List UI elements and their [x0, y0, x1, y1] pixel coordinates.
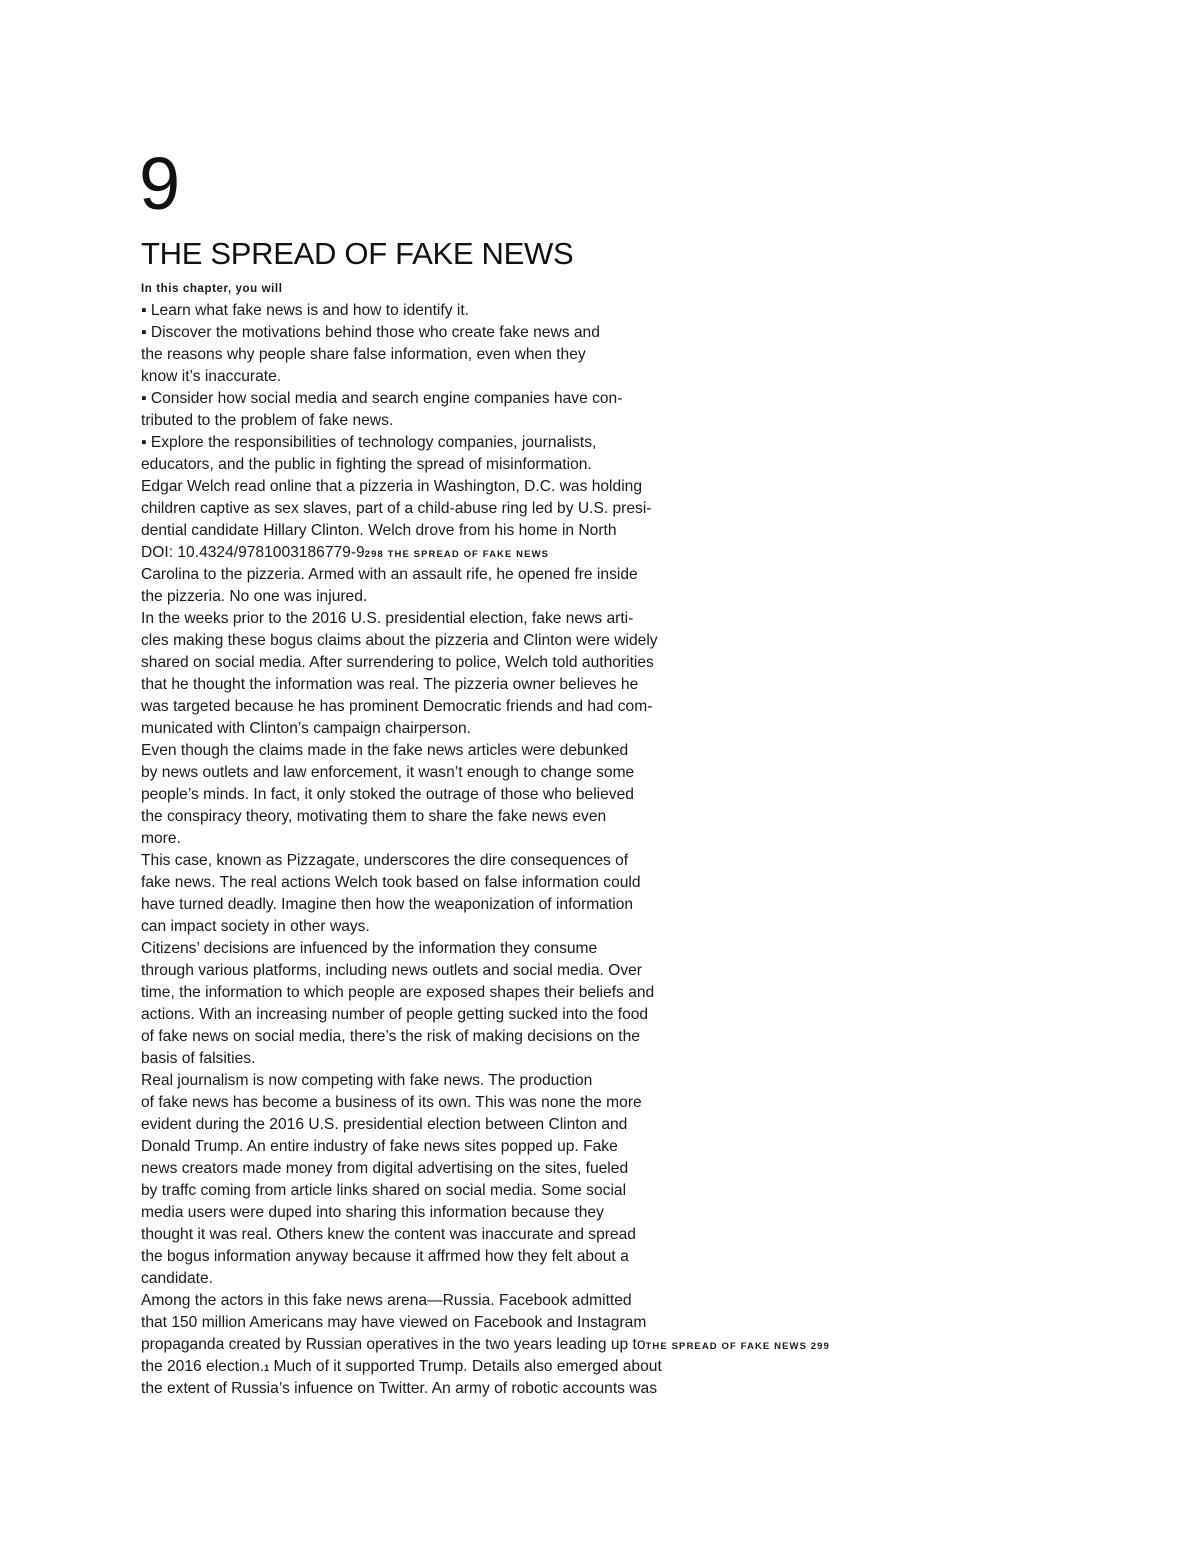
text-line: by traffc coming from article links shared on social media. Some social	[141, 1182, 627, 1199]
text-line: basis of falsities.	[141, 1050, 256, 1067]
text-line: was targeted because he has prominent Democratic friends and had com-	[141, 698, 653, 715]
footnote-marker[interactable]: 1	[264, 1363, 270, 1373]
text-line: Carolina to the pizzeria. Armed with an assault rife, he opened fre inside	[141, 566, 638, 583]
text-line: children captive as sex slaves, part of a child-abuse ring led by U.S. presi-	[141, 500, 652, 517]
text-line: the pizzeria. No one was injured.	[141, 588, 368, 605]
text-line: through various platforms, including news outlets and social media. Over	[141, 962, 642, 979]
running-head-298: 298 THE SPREAD OF FAKE NEWS	[364, 549, 550, 560]
chapter-intro: In this chapter, you will	[141, 283, 283, 295]
text-line: ▪ Explore the responsibilities of technology companies, journalists,	[141, 434, 597, 451]
text-line: people’s minds. In fact, it only stoked the outrage of those who believed	[141, 786, 634, 803]
text-line: media users were duped into sharing this information because they	[141, 1204, 604, 1221]
text-line: cles making these bogus claims about the pizzeria and Clinton were widely	[141, 632, 658, 649]
text-line: tributed to the problem of fake news.	[141, 412, 394, 429]
text-line: propaganda created by Russian operatives in the two years leading up to	[141, 1336, 646, 1353]
text-line: of fake news has become a business of its own. This was none the more	[141, 1094, 642, 1111]
text-line: by news outlets and law enforcement, it wasn’t enough to change some	[141, 764, 635, 781]
text-line: the extent of Russia’s infuence on Twitter. An army of robotic accounts was	[141, 1380, 658, 1397]
propaganda-line	[141, 1334, 901, 1356]
text-line: This case, known as Pizzagate, underscores the dire consequences of	[141, 852, 629, 869]
text-line: Citizens’ decisions are infuenced by the information they consume	[141, 940, 598, 957]
text-line: that he thought the information was real. The pizzeria owner believes he	[141, 676, 639, 693]
text-line: ▪ Consider how social media and search engine companies have con-	[141, 390, 623, 407]
text-line: educators, and the public in fighting the spread of misinformation.	[141, 456, 592, 473]
text-line: shared on social media. After surrendering to police, Welch told authorities	[141, 654, 654, 671]
doi: DOI: 10.4324/9781003186779-9	[141, 544, 365, 561]
text-line: Even though the claims made in the fake news articles were debunked	[141, 742, 629, 759]
text-line: the reasons why people share false information, even when they	[141, 346, 586, 363]
text-line: candidate.	[141, 1270, 213, 1287]
text-line: time, the information to which people are exposed shapes their beliefs and	[141, 984, 655, 1001]
text-line: have turned deadly. Imagine then how the weaponization of information	[141, 896, 634, 913]
text-line: evident during the 2016 U.S. presidential election between Clinton and	[141, 1116, 628, 1133]
text-line: the bogus information anyway because it affrmed how they felt about a	[141, 1248, 629, 1265]
chapter-number: 9	[139, 142, 181, 225]
objectives-and-opening	[141, 300, 901, 542]
text-line: thought it was real. Others knew the content was inaccurate and spread	[141, 1226, 636, 1243]
text-line: dential candidate Hillary Clinton. Welch drove from his home in North	[141, 522, 617, 539]
text-line: the conspiracy theory, motivating them to share the fake news even	[141, 808, 607, 825]
text-line: ▪ Learn what fake news is and how to identify it.	[141, 302, 469, 319]
text-line: ▪ Discover the motivations behind those who create fake news and	[141, 324, 600, 341]
text-line: more.	[141, 830, 181, 847]
text-line: news creators made money from digital advertising on the sites, fueled	[141, 1160, 629, 1177]
text-line: can impact society in other ways.	[141, 918, 370, 935]
running-head-299: THE SPREAD OF FAKE NEWS 299	[645, 1341, 830, 1352]
text-line: municated with Clinton’s campaign chairperson.	[141, 720, 471, 737]
chapter-title: THE SPREAD OF FAKE NEWS	[141, 236, 574, 271]
body-text	[141, 278, 901, 1400]
text-line: fake news. The real actions Welch took based on false information could	[141, 874, 641, 891]
text-line: know it’s inaccurate.	[141, 368, 282, 385]
text-line: of fake news on social media, there’s the risk of making decisions on the	[141, 1028, 640, 1045]
text-line: Real journalism is now competing with fake news. The production	[141, 1072, 593, 1089]
text-line: Donald Trump. An entire industry of fake news sites popped up. Fake	[141, 1138, 618, 1155]
text-segment: Much of it supported Trump. Details also emerged about	[269, 1358, 662, 1375]
text-line: actions. With an increasing number of people getting sucked into the food	[141, 1006, 649, 1023]
text-line: that 150 million Americans may have viewed on Facebook and Instagram	[141, 1314, 647, 1331]
doi-line	[141, 542, 901, 564]
text-segment: the 2016 election.	[141, 1358, 265, 1375]
text-line: Edgar Welch read online that a pizzeria in Washington, D.C. was holding	[141, 478, 643, 495]
text-line: Among the actors in this fake news arena—Russia. Facebook admitted	[141, 1292, 632, 1309]
text-line: In the weeks prior to the 2016 U.S. presidential election, fake news arti-	[141, 610, 634, 627]
main-paragraphs	[141, 564, 901, 1334]
footnote-line	[141, 1356, 901, 1378]
